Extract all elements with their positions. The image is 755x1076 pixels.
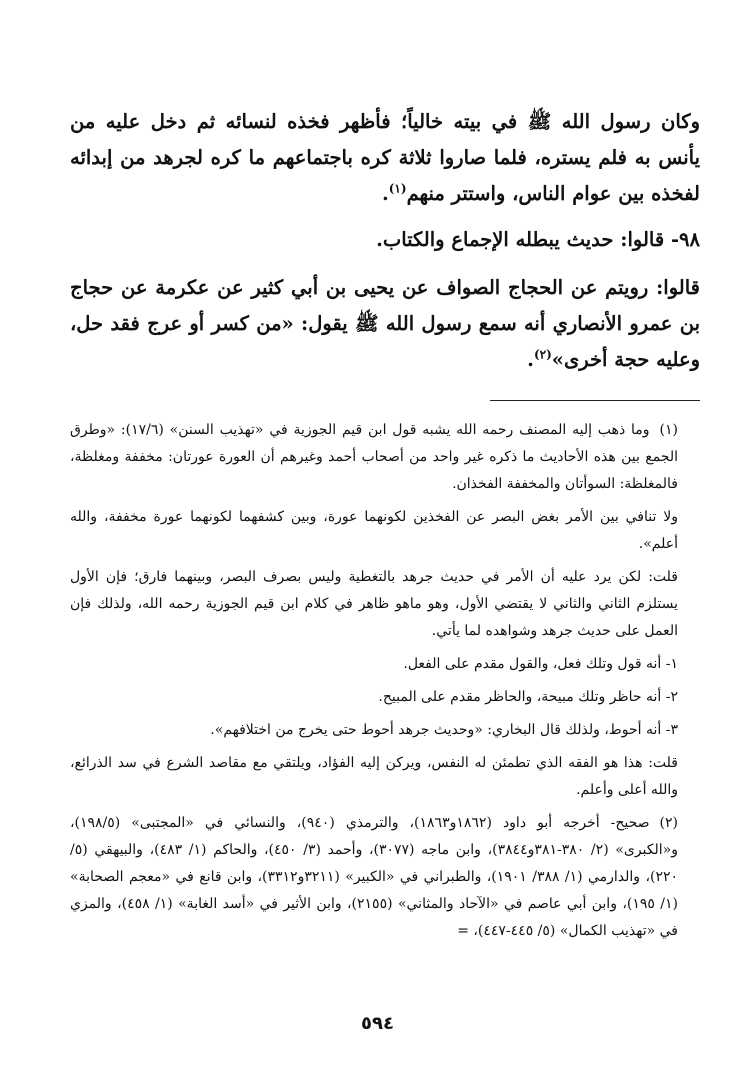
footnote-1-list-item-3: ٣- أنه أحوط، ولذلك قال البخاري: «وحديث جرهد أحوط حتى يخرج من اختلافهم». [210,722,678,738]
footnotes [70,417,700,945]
footnote-1-list-item-2: ٢- أنه حاظر وتلك مبيحة، والحاظر مقدم على المبيح. [378,689,678,705]
body-paragraph-1 [70,104,700,212]
footnote-1-paragraph-2: ولا تنافي بين الأمر بغض البصر عن الفخذين لكونهما عورة، وبين كشفهما لكونهما عورة مخففة، والله أعلم». [70,509,679,552]
body-paragraph-2-text: رويتم عن الحجاج الصواف عن يحيى بن أبي كثير عن عكرمة عن حجاج بن عمرو الأنصاري أنه سمع رسول الله ﷺ يقول: «من كسر أو عرج فقد حل، وعليه حجة أخرى» [70,276,700,371]
footnote-separator [490,400,700,401]
body-paragraph-2-lead: قالوا: [656,276,700,299]
section-heading-98: ٩٨- قالوا: حديث يبطله الإجماع والكتاب. [376,228,700,251]
body-paragraph-1-end: . [381,182,389,205]
footnote-1-text-1: وما ذهب إليه المصنف رحمه الله يشبه قول ابن قيم الجوزية في «تهذيب السنن» (١٧/٦): «وطرق الجمع بين هذه الأحاديث ما ذكره غير واحد من أصحاب أحمد وغيرهم أن العورة عورتان: مخففة ومغلظة، فالمغلظة: السوأتان والمخففة الفخذان. [70,422,678,492]
body-paragraph-2-end: . [527,348,534,371]
page-number: ٥٩٤ [361,1013,394,1034]
footnote-2-text: صحيح- أخرجه أبو داود (١٨٦٢و١٨٦٣)، والترمذي (٩٤٠)، والنسائي في «المجتبى» (١٩٨/٥)، و«الكبرى» (٢/ ٣٨٠-٣٨١و٣٨٤٤)، وابن ماجه (٣٠٧٧)، وأحمد (٣/ ٤٥٠)، والحاكم (١/ ٤٨٣)، والبيهقي (٥/ ٢٢٠)، والدارمي (١/ ٣٨٨/ ١٩٠١)، والطبراني في «الكبير» (٣٢١١و٣٣١٢)، وابن قانع في «معجم الصحابة» (١/ ١٩٥)، وابن أبي عاصم في «الآحاد والمثاني» (٢١٥٥)، وابن الأثير في «أسد الغابة» (١/ ٤٥٨)، والمزي في «تهذيب الكمال» (٥/ ٤٤٥-٤٤٧)، = [70,815,678,939]
body-paragraph-1-text: وكان رسول الله ﷺ في بيته خالياً؛ فأظهر فخذه لنسائه ثم دخل عليه من يأنس به فلم يستره، فلما صاروا ثلاثة كره باجتماعهم ما كره لجرهد من إبدائه لفخذه بين عوام الناس، واستتر منهم [70,110,700,205]
footnote-ref-2[interactable]: (٢) [533,347,552,362]
footnote-1-number: (١) [659,422,679,438]
footnote-2-number: (٢) [659,815,679,831]
page-content [70,104,700,951]
footnote-1-paragraph-4: قلت: هذا هو الفقه الذي تطمئن له النفس، ويركن إليه الفؤاد، ويلتقي مع مقاصد الشرع في سد الذرائع، والله أعلى وأعلم. [70,755,678,798]
footnote-2 [70,810,700,945]
footnote-ref-1[interactable]: (١) [388,181,407,196]
footnote-1-paragraph-3: قلت: لكن يرد عليه أن الأمر في حديث جرهد بالتغطية وليس بصرف البصر، وبينهما فارق؛ فإن الأول يستلزم الثاني والثاني لا يقتضي الأول، وهو ماهو ظاهر في كلام ابن قيم الجوزية رحمه الله، ولذلك فإن العمل على حديث جرهد وشواهده لما يأتي. [70,569,678,639]
footnote-1-paragraph-1 [70,417,700,498]
footnote-1-list-item-1: ١- أنه قول وتلك فعل، والقول مقدم على الفعل. [403,656,678,672]
body-paragraph-2 [70,270,700,378]
